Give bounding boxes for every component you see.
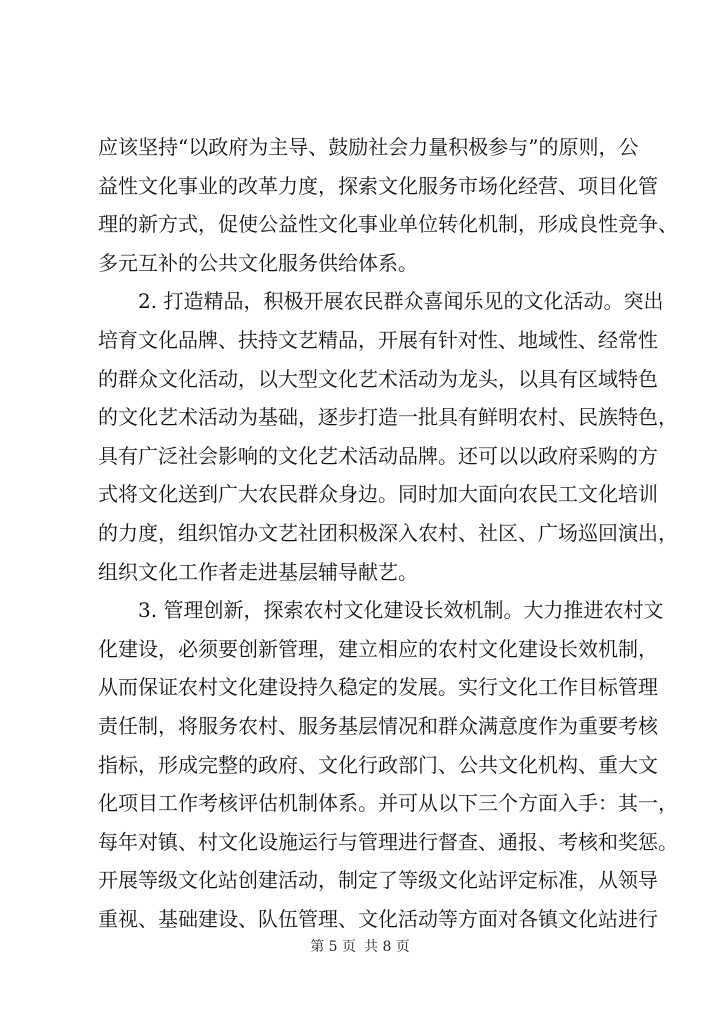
page-total: 共 8 页 xyxy=(364,939,410,955)
text-line: 组织文化工作者走进基层辅导献艺。 xyxy=(98,559,418,584)
text-line: 培育文化品牌、扶持文艺精品，开展有针对性、地域性、经常性 xyxy=(98,327,658,352)
text-line: 应该坚持“以政府为主导、鼓励社会力量积极参与”的原则，公 xyxy=(98,135,639,159)
section-heading-line: 2. 打造精品，积极开展农民群众喜闻乐见的文化活动。突出 xyxy=(138,289,664,314)
page-footer xyxy=(0,938,720,956)
text-line: 重视、基础建设、队伍管理、文化活动等方面对各镇文化站进行 xyxy=(98,906,658,931)
text-line: 责任制，将服务农村、服务基层情况和群众满意度作为重要考核 xyxy=(98,713,658,738)
text-line: 的群众文化活动，以大型文化艺术活动为龙头，以具有区域特色 xyxy=(98,366,658,391)
text-line: 开展等级文化站创建活动，制定了等级文化站评定标准，从领导 xyxy=(98,868,658,893)
text-line: 从而保证农村文化建设持久稳定的发展。实行文化工作目标管理 xyxy=(98,675,658,700)
document-body xyxy=(98,128,678,938)
text-line: 式将文化送到广大农民群众身边。同时加大面向农民工文化培训 xyxy=(98,482,658,507)
text-line: 的文化艺术活动为基础，逐步打造一批具有鲜明农村、民族特色， xyxy=(98,405,678,430)
section-heading-line: 3. 管理创新，探索农村文化建设长效机制。大力推进农村文 xyxy=(138,598,664,623)
text-line: 化建设，必须要创新管理，建立相应的农村文化建设长效机制， xyxy=(98,636,658,661)
page-number: 第 5 页 xyxy=(310,939,356,955)
text-line: 理的新方式，促使公益性文化事业单位转化机制，形成良性竞争、 xyxy=(98,212,678,237)
text-line: 的力度，组织馆办文艺社团积极深入农村、社区、广场巡回演出， xyxy=(98,520,678,545)
text-line: 具有广泛社会影响的文化艺术活动品牌。还可以以政府采购的方 xyxy=(98,443,658,468)
text-line: 益性文化事业的改革力度，探索文化服务市场化经营、项目化管 xyxy=(98,173,658,198)
text-line: 多元互补的公共文化服务供给体系。 xyxy=(98,250,418,275)
text-line: 每年对镇、村文化设施运行与管理进行督查、通报、考核和奖惩。 xyxy=(98,829,678,854)
text-line: 化项目工作考核评估机制体系。并可从以下三个方面入手：其一， xyxy=(98,791,678,816)
text-line: 指标，形成完整的政府、文化行政部门、公共文化机构、重大文 xyxy=(98,752,658,777)
